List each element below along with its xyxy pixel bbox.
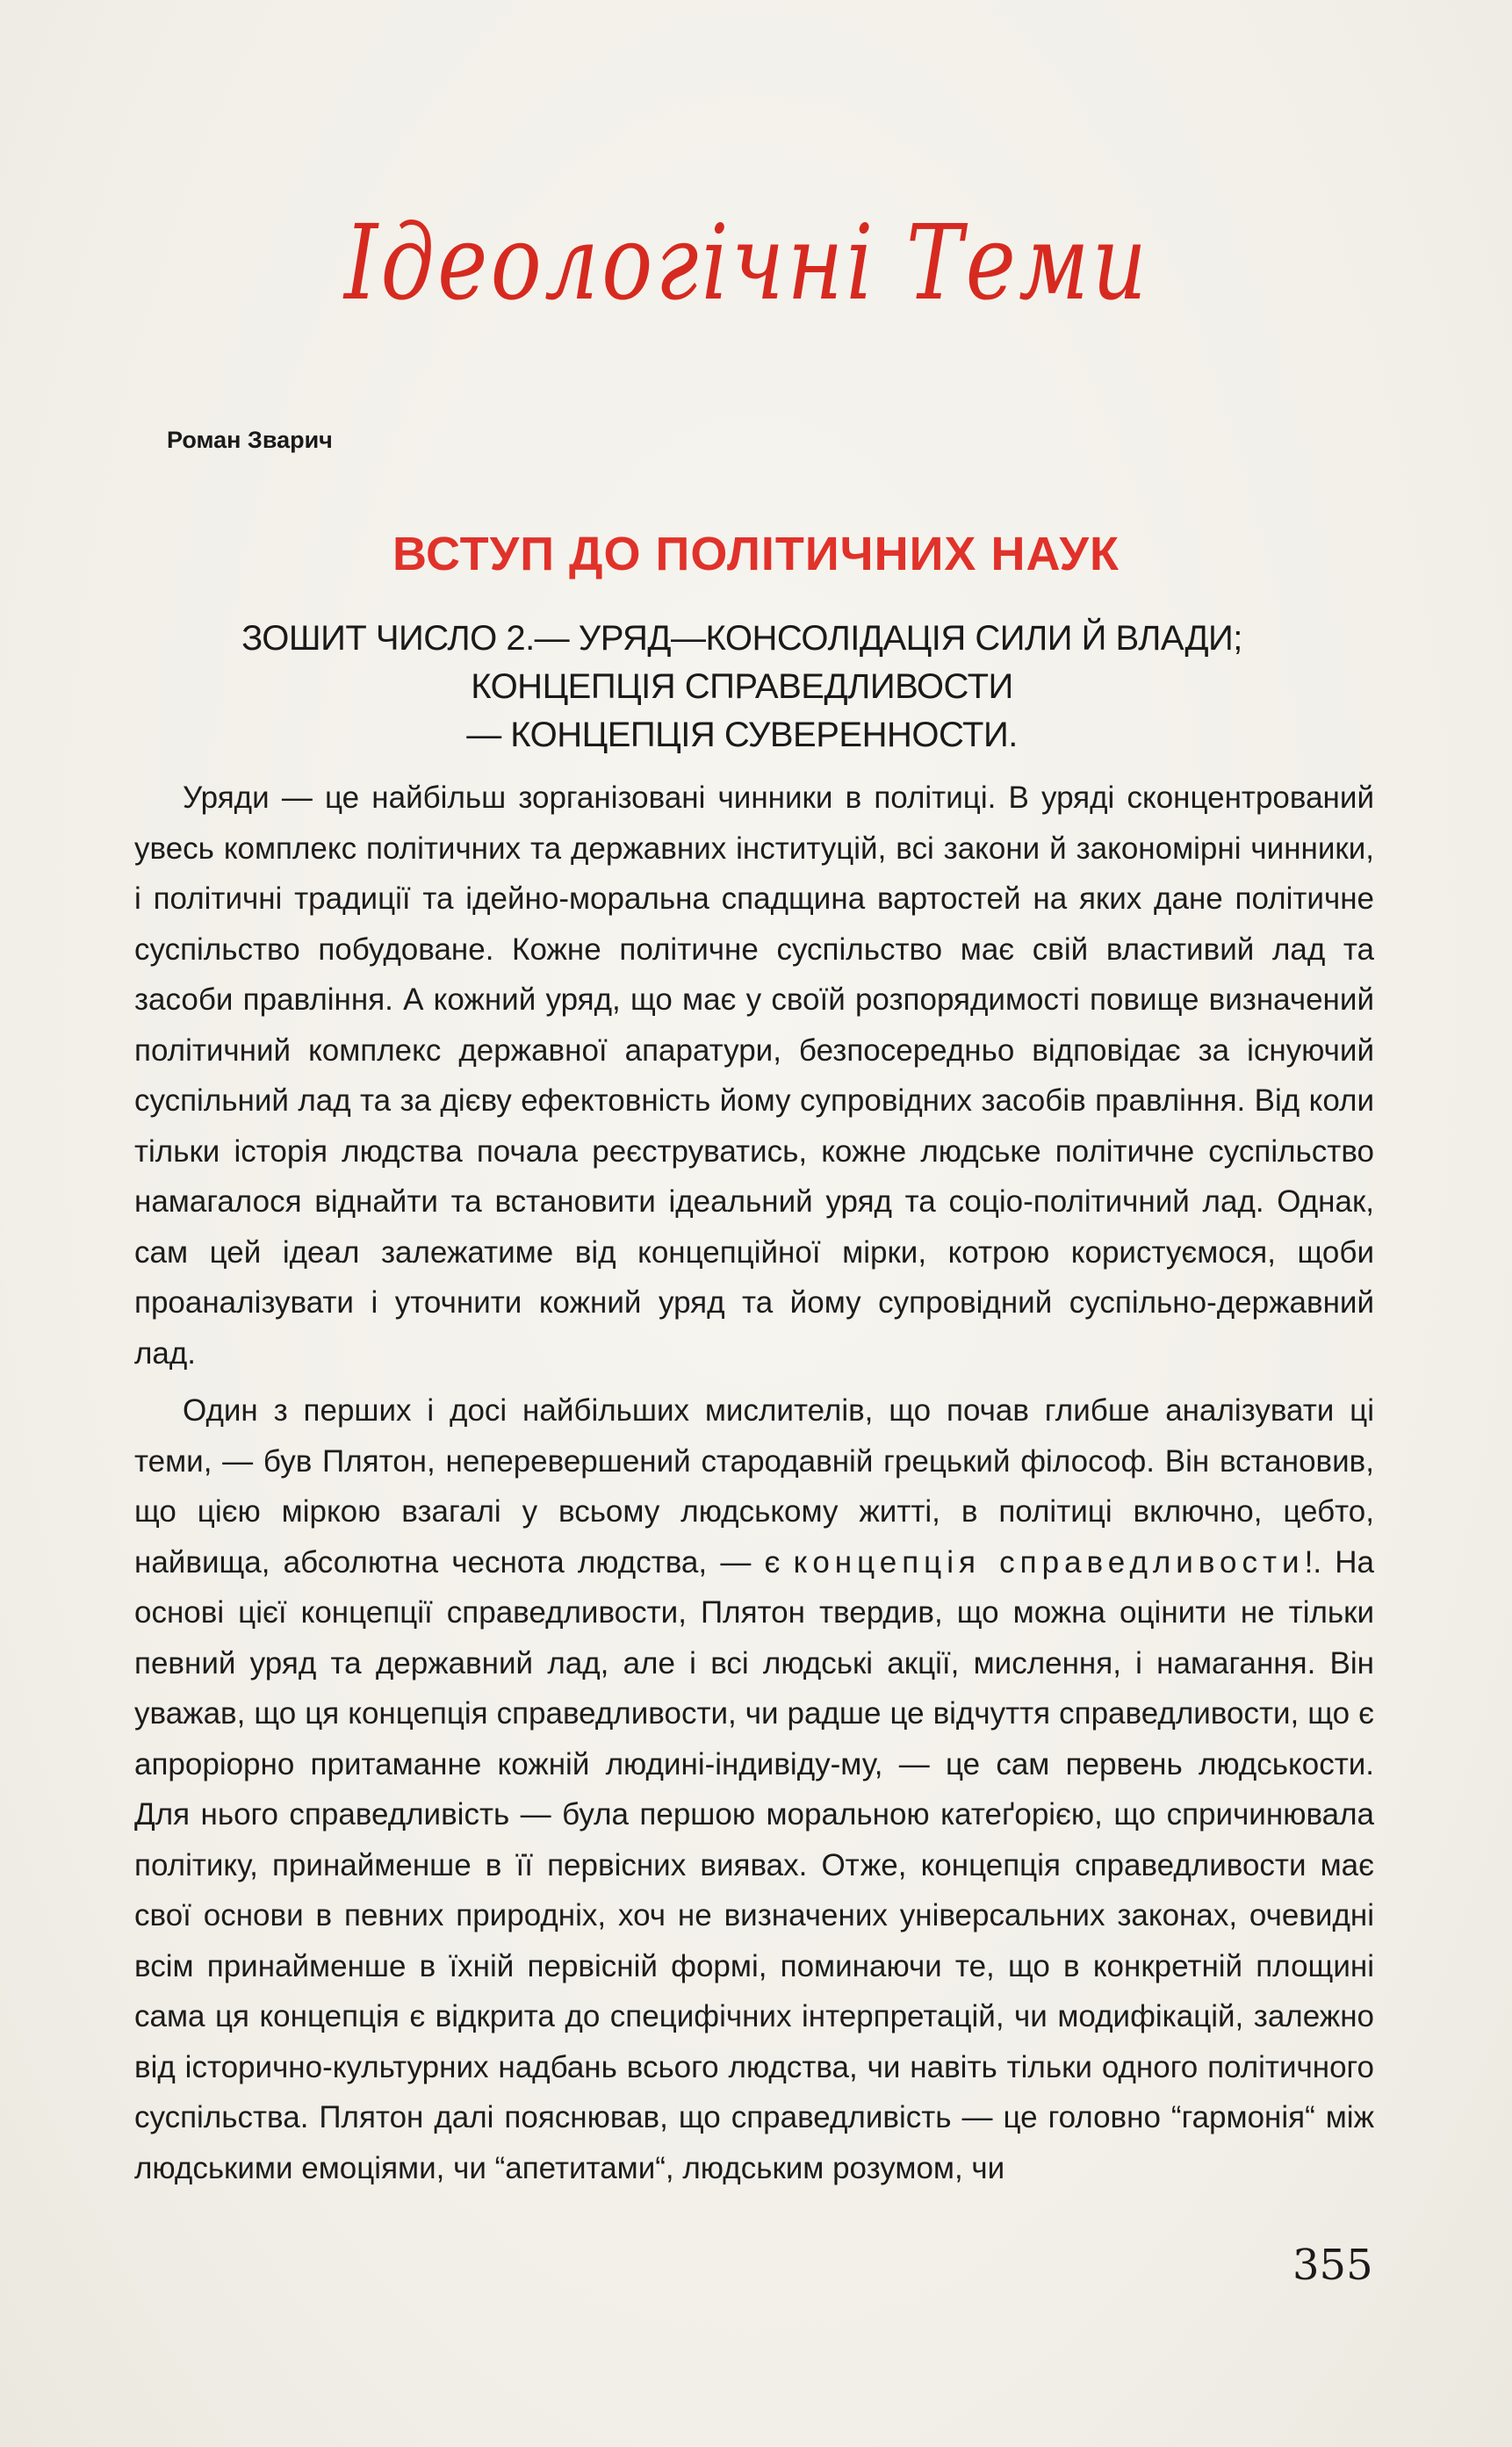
- paragraph-text: Один з перших і досі найбільших мислителів, що почав глибше аналізувати ці теми, — був Плятон, неперевершений стародавній грецький філософ. Він встановив, що цією міркою взагалі у всьому людському житті, в політиці включно, цебто, найвища, абсолютна чеснота людства, — є: [134, 1393, 1374, 1580]
- emphasis-text: концепція справедливости: [793, 1544, 1305, 1580]
- rubric-title: Ідеологічні Теми: [344, 202, 1150, 323]
- article-subtitle: [132, 615, 1352, 759]
- rubric-heading: [344, 132, 1150, 378]
- paragraph: [134, 1385, 1374, 2193]
- article-title: ВСТУП ДО ПОЛІТИЧНИХ НАУК: [392, 528, 1120, 580]
- subtitle-line: ЗОШИТ ЧИСЛО 2.— УРЯД—КОНСОЛІДАЦІЯ СИЛИ Й ВЛАДИ;: [241, 619, 1242, 658]
- subtitle-line: КОНЦЕПЦІЯ СПРАВЕДЛИВОСТИ: [471, 667, 1013, 706]
- article-body: [134, 773, 1374, 2193]
- paragraph: Уряди — це найбільш зорганізовані чинники в політиці. В уряді сконцентрований увесь комплекс політичних та державних інституцій, всі закони й закономірні чинники, і політичні традиції та ідейно-моральна спадщина вартостей на яких дане політичне суспільство побудоване. Кожне політичне суспільство має свій властивий лад та засоби правління. А кожний уряд, що має у своїй розпорядимості повище визначений політичний комплекс державної апаратури, безпосередньо відповідає за існуючий суспільний лад та за дієву ефектовність йому супровідних засобів правління. Від коли тільки історія людства почала реєструватись, кожне людське політичне суспільство намагалося віднайти та встановити ідеальний уряд та соціо-політичний лад. Однак, сам цей ідеал залежатиме від концепційної мірки, котрою користуємося, щоби проаналізувати і уточнити кожний уряд та йому супровідний суспільно-державний лад.: [134, 781, 1374, 1371]
- subtitle-line: — КОНЦЕПЦІЯ СУВЕРЕННОСТИ.: [466, 716, 1018, 754]
- author-name: Роман Зварич: [167, 427, 333, 453]
- page-number: 355: [1292, 2241, 1373, 2290]
- paragraph-text: !. На основі цієї концепції справедливости, Плятон твердив, що можна оцінити не тільки певний уряд та державний лад, але і всі людські акції, мислення, і намагання. Він уважав, що ця концепція справедливости, чи радше це відчуття справедливости, що є апроріорно притаманне кожній людині-індивіду-му, — це сам первень людськости. Для нього справедливість — була першою моральною катеґорією, що спричинювала політику, принайменше в її первісних виявах. Отже, концепція справедливости має свої основи в певних природніх, хоч не визначених універсальних законах, очевидні всім принайменше в їхній первісній формі, поминаючи те, що в конкретній площині сама ця концепція є відкрита до специфічних інтерпретацій, чи модифікацій, залежно від історично-культурних надбань всього людства, чи навіть тільки одного політичного суспільства. Плятон далі пояснював, що справедливість — це головно “гармонія“ між людськими емоціями, чи “апетитами“, людським розумом, чи: [134, 1544, 1374, 2185]
